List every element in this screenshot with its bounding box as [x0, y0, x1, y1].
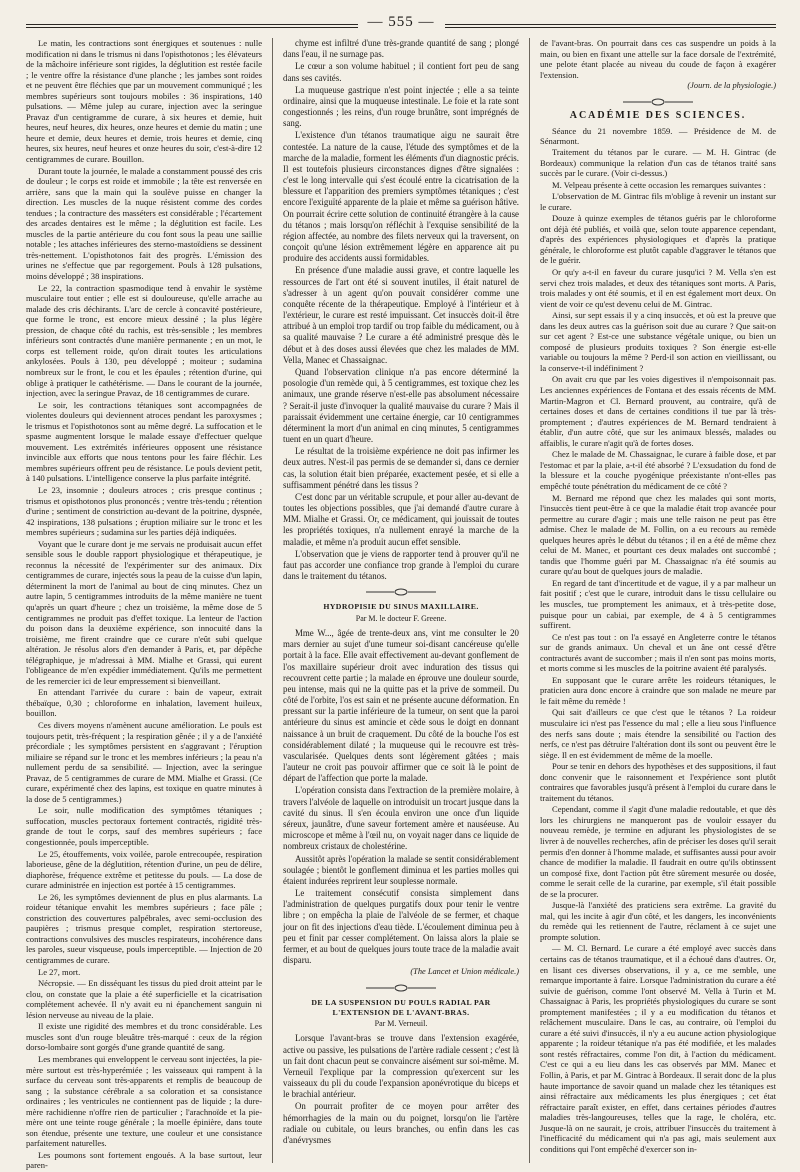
paragraph: Traitement du tétanos par le curare. — M. H. Gintrac (de Bordeaux) communique la relation d'un cas de tétanos traité sans succès par le curare. (Voir ci-dessus.) — [540, 147, 776, 179]
paragraph: Le cœur a son volume habituel ; il contient fort peu de sang dans ses cavités. — [283, 61, 519, 83]
paragraph: Le traitement consécutif consista simplement dans l'administration de quelques purgatifs doux pour tenir le ventre libre ; on empêcha la plaie de l'alvéole de se fermer, et chaque jour on fit des injections d'eau tiède. L'écoulement diminua peu à peu et finit par cesser complétement. On laissa alors la plaie se fermer, et au bout de quelques jours toute trace de la maladie avait disparu. — [283, 888, 519, 966]
column-middle — [283, 38, 519, 1163]
section-body — [540, 147, 776, 1154]
section-ornament — [283, 588, 519, 596]
paragraph: On pourrait profiter de ce moyen pour arrêter des hémorrhagies de la main ou du poignet, lorsqu'on lie l'artère radiale ou cubitale, ou leurs branches, ou enfin dans les cas d'anévrysmes — [283, 1101, 519, 1145]
paragraph: M. Velpeau présente à cette occasion les remarques suivantes : — [552, 179, 766, 190]
session-line: Séance du 21 novembre 1859. — Présidence de M. de Sénarmont. — [540, 125, 776, 147]
article-body — [283, 1033, 519, 1146]
paragraph: Le soir, les contractions tétaniques sont accompagnées de violentes douleurs qui deviennent atroces pendant les paroxysmes ; le trismus et l'opisthotonos sont au même degré. La suffocation et le spasme augmentent lorsque le malade essaye d'effectuer quelque mouvement. Les extrémités inférieures opposent une résistance invincible aux efforts que nous tentons pour les faire fléchir. Les membres supérieurs offrent peu de résistance. Le pouls devient petit, à 140 pulsations. L'intelligence conserve la plus parfaite intégrité. — [26, 399, 262, 484]
paragraph: L'existence d'un tétanos traumatique aigu ne saurait être contestée. La nature de la cause, l'étude des symptômes et de la marche de la maladie, forment les éléments d'un diagnostic précis. Il est toutefois plusieurs circonstances dignes d'être signalées : c'est le long intervalle qui s'est écoulé entre la cicatrisation de la blessure et l'apparition des premiers symptômes tétaniques ; c'est encore l'exiguïté apparente de la plaie et même sa guérison hâtive. On pourrait écrire cette solution de continuité étrangère à la cause du tétanos ; mais lorsqu'on réfléchit à l'exquise sensibilité de la région affectée, au nombre des filets nerveux qui la traversent, on conçoit qu'une lésion extrêmement légère en apparence ait pu produire des accidents aussi formidables. — [283, 130, 519, 264]
paragraph: Qui sait d'ailleurs ce que c'est que le tétanos ? La roideur musculaire ici n'est pas l'essence du mal ; elle a lieu sous l'influence des nerfs sans doute ; mais étendre la sensibilité ou l'action des nerfs, ce n'est pas détruire l'altération dont ils sont ou peuvent être le siège. Il en est évidemment de même de la moelle. — [540, 707, 776, 760]
page-header — [26, 10, 776, 38]
paragraph: Durant toute la journée, le malade a constamment poussé des cris de douleur ; le corps est roide et immobile ; la tête est renversée en arrière, sans que la main qui la soulève puisse en changer la direction. Les muscles de la nuque résistent comme des cordes tendues ; la contracture des masséters est considérable ; l'écartement des arcades dentaires est le même ; la déglutition est facile. Les muscles de la partie antérieure du cou font sous la peau une saillie notable ; les attaches inférieures des sterno-mastoïdiens se dessinent très-nettement. L'opisthotonos fait des progrès. L'émission des urines ne s'effectue que par regorgement. Pouls à 128 pulsations, moins développé ; 38 inspirations. — [26, 165, 262, 282]
paragraph: Le 25, étouffements, voix voilée, parole entrecoupée, respiration laborieuse, gêne de la déglutition, rétention d'urine, un peu de délire, diaphorèse, fréquence extrême et petitesse du pouls. — La dose de curare administrée en injection est portée à 15 centigrammes. — [26, 848, 262, 891]
article-title: HYDROPISIE DU SINUS MAXILLAIRE. — [323, 602, 479, 612]
paragraph: En regard de tant d'incertitude et de vague, il y a par malheur un fait positif ; c'est que le curare, introduit dans le tissu cellulaire ou les muscles, tue promptement les animaux, et à très-petite dose, puisque pour un cabiai, par exemple, de 4 à 5 centigrammes suffirent. — [540, 577, 776, 631]
paragraph: On avait cru que par les voies digestives il n'empoisonnait pas. Les anciennes expériences de Fontana et des essais récents de MM. Martin-Magron et Cl. Bernard prouvent, au contraire, qu'à de certaines doses et dans de certaines conditions il tue par là très-promptement ; d'autres expériences de M. Bernard tendraient à établir, d'un autre côté, que sur les animaux blessés, malades ou affaiblis, le curare n'agit qu'à de fortes doses. — [540, 374, 776, 448]
paragraph: Ainsi, sur sept essais il y a cinq insuccès, et où est la preuve que dans les deux autres cas la guérison soit due au curare ? Que sait-on sur cet agent ? Est-ce une substance végétale unique, ou bien un composé de plusieurs produits toxiques ? Son énergie est-elle variable ou toujours la même ? Perd-il son action en vieillissant, ou la conserve-t-il indéfiniment ? — [540, 310, 776, 373]
paragraph: Les membranes qui enveloppent le cerveau sont injectées, la pie-mère surtout est très-hyperémiée ; les vaisseaux qui rampent à la surface du cerveau sont très-apparents et remplis de beaucoup de sang ; la substance cérébrale a sa coloration et sa consistance ordinaires ; les ventricules ne contiennent pas de liquide ; la dure-mère rachidienne n'offre rien de particulier ; l'arachnoïde et la pie-mère ont une teinte rouge générale ; la moelle épinière, dans toute son étendue, présente une texture, une couleur et une consistance parfaitement naturelles. — [26, 1053, 262, 1149]
paragraph: — M. Cl. Bernard. Le curare a été employé avec succès dans certains cas de tétanos traumatique, et il a échoué dans d'autres. Or, en lisant ces diverses observations, il y a, ce me semble, une remarque importante à faire. Lorsque l'administration du curare a été suivie de guérison, comme l'ont observé M. Vella à Turin et M. Chassaignac à Paris, les propriétés physiologiques du curare se sont promptement manifestées ; il y a eu modification du tétanos et relâchement musculaire. Dans le cas, au contraire, où l'emploi du curare a été suivi d'insuccès, il n'y a eu aucune action physiologique apparente ; la roideur tétanique n'a pas été modifiée, et les malades sont restés réfractaires, comme l'on dit, à l'action du médicament. C'est ce qui a eu lieu dans les cas observés par MM. Manec et Follin, à Paris, et par M. Gintrac à Bordeaux. Il serait donc de la plus haute importance de savoir quand un malade chez les tétaniques est ainsi réfractaire aux médicaments les plus énergiques ; cet état réfractaire paraît exister, en effet, dans certaines périodes d'autres maladies très-langoureuses, telles que la rage, le choléra, etc. Jusque-là on ne saurait, je crois, attribuer l'insuccès du traitement à l'inefficacité du médicament qui n'a pas agi, mais seulement aux conditions qui l'ont empêché d'exercer son in- — [540, 943, 776, 1154]
paragraph: Or qu'y a-t-il en faveur du curare jusqu'ici ? M. Vella s'en est servi chez trois malades, et deux des tétaniques sont morts. A Paris, trois malades y ont été soumis, et il en est également mort deux. On vient de voir ce qu'est devenu celui de M. Gintrac. — [540, 267, 776, 309]
article-source: (The Lancet et Union médicale.) — [410, 967, 519, 977]
column-divider — [272, 38, 273, 1163]
paragraph: La muqueuse gastrique n'est point injectée ; elle a sa teinte ordinaire, ainsi que la muqueuse intestinale. Le foie et la rate sont congestionnés ; les reins, d'un rouge brunâtre, sont imprégnés de sang. — [283, 84, 519, 129]
paragraph: En présence d'une maladie aussi grave, et contre laquelle les ressources de l'art ont été si souvent inutiles, il était naturel de s'adresser à un agent qu'on pouvait considérer comme une conquête récente de la thérapeutique. Employé à l'intérieur et à l'extérieur, le curare est resté impuissant. Cet insuccès doit-il être attribué à un emploi trop tardif ou trop faible du médicament, ou à sa qualité mauvaise ? Le curare a été administré presque dès le début et à des doses aussi élevées que chez les malades de MM. Vella, Manec et Chassaignac. — [283, 265, 519, 365]
paragraph: Mme W..., âgée de trente-deux ans, vint me consulter le 20 mars dernier au sujet d'une tumeur soi-disant cancéreuse qu'elle portait à la face. Elle avait effectivement au-devant gonflement de l'os maxillaire supérieur droit avec induration des tissus qui recouvrent cette partie ; la malade en éprouve une douleur sourde, peu intense, mais qui ne la quitte pas et la prive de sommeil. Du côté de l'orbite, l'os est sain et ne présente aucune déformation. En pressant sur la partie inférieure de la tumeur, on sent que la paroi antérieure du sinus est amincie et cède sous le doigt en donnant naissance à un bruit de craquement. Du côté de la bouche l'os est considérablement dilaté ; la muqueuse qui le recouvre est très-vascularisée. Quelques dents sont légèrement gâtées ; mais l'auteur ne croit pas pouvoir affirmer que ce soit là le point de départ de l'affection que porte la malade. — [283, 628, 519, 784]
paragraph: Jusque-là l'anxiété des praticiens sera extrême. La gravité du mal, qui les incite à agir d'un côté, et les dangers, les inconvénients du remède qui les retiennent de l'autre, réclament à ce sujet une prompte solution. — [540, 900, 776, 942]
article-source: (Journ. de la physiologie.) — [687, 81, 776, 91]
paragraph: Douze à quinze exemples de tétanos guéris par le chloroforme ont déjà été publiés, et voilà que, selon toute apparence cependant, d'après des expériences physiologiques et d'après la pratique générale, le chloroforme est plutôt capable d'aggraver le tétanos que de le guérir. — [540, 213, 776, 266]
paragraph: Lorsque l'avant-bras se trouve dans l'extension exagérée, active ou passive, les pulsations de l'artère radiale cessent ; c'est là un fait dont chacun peut se convaincre aisément sur soi-même. M. Verneuil l'explique par la compression qu'exercent sur les vaisseaux du pli du coude l'expansion aponévrotique du biceps et le brachial antérieur. — [283, 1033, 519, 1100]
paragraph: Aussitôt après l'opération la malade se sentit considérablement soulagée ; bientôt le gonflement diminua et les parties molles qui étaient indurées reprirent leur souplesse normale. — [283, 853, 519, 886]
paragraph: Nécropsie. — En disséquant les tissus du pied droit atteint par le clou, on constate que la plaie a été superficielle et la cicatrisation complétement achevée. Il n'y avait eu ni épanchement sanguin ni lésion nerveuse au niveau de la plaie. — [26, 978, 262, 1020]
section-ornament — [540, 98, 776, 106]
paragraph: Le matin, les contractions sont énergiques et soutenues : nulle modification ni dans le trismus ni dans l'opisthotonos ; les élévateurs de la mâchoire inférieure sont rigides, la déglutition est restée facile ; le ventre offre la résistance d'une planche ; les jambes sont roides et ne peuvent être fléchies que par un mouvement communiqué ; les membres supérieurs sont toujours mobiles : 36 inspirations, 140 pulsations. — Même julep au curare, injection avec la seringue Pravaz d'un centigramme de curare, à six heures et demie, huit heures, neuf heures, dix heures, onze heures et demie du matin ; une heure et demie, deux heures et demie, trois heures et demie, cinq heures, six heures, neuf heures et onze heures du soir, c'est-à-dire 12 centigrammes de curare. Bouillon. — [26, 38, 262, 165]
paragraph: chyme est infiltré d'une très-grande quantité de sang ; plongé dans l'eau, il ne surnage pas. — [283, 38, 519, 60]
section-heading: ACADÉMIE DES SCIENCES. — [569, 109, 747, 121]
column-left — [26, 38, 262, 1171]
paragraph: M. Bernard me répond que chez les malades qui sont morts, l'insuccès tient peut-être à ce que la maladie était trop avancée pour permettre au curare d'agir ; mais une telle raison ne peut pas être admise. Chez le malade de M. Follin, on a eu recours au remède quelques heures après le début du tétanos ; il en a été de même chez celui de M. Manec, et pourtant ces deux malades ont succombé ; tandis que l'homme guéri par M. Chassaignac n'a été soumis au curare qu'au bout de quelques jours de maladie. — [540, 492, 776, 577]
page-number: — 555 — — [358, 14, 445, 30]
paragraph: C'est donc par un véritable scrupule, et pour aller au-devant de toutes les objections possibles, que j'ai demandé d'autre curare à MM. Mialhe et Grassi. Or, ce médicament, qui jouissait de toutes les propriétés toxiques, n'a nullement enrayé la marche de la maladie, et même n'a produit aucun effet sensible. — [283, 491, 519, 547]
paragraph: L'observation que je viens de rapporter tend à prouver qu'il ne faut pas accorder une confiance trop grande à l'emploi du curare dans le traitement du tétanos. — [283, 548, 519, 582]
paragraph: Le résultat de la troisième expérience ne doit pas infirmer les deux autres. N'est-il pas permis de se demander si, dans ce dernier cas, la solution était bien préparée, exactement pesée, et si elle a suffisamment pénétré dans les tissus ? — [283, 446, 519, 490]
paragraph: Cependant, comme il s'agit d'une maladie redoutable, et que dès lors les chirurgiens ne manqueront pas de vouloir essayer du nouveau remède, je termine en adjurant les physiologistes de se livrer à de nouvelles recherches, afin de préciser les doses qu'il serait permis d'en donner à l'homme malade, et suffisantes aussi pour avoir chance de modifier la maladie. Il faudrait en outre qu'ils obtinssent un composé fixe, dont l'action pût être sûrement mesurée ou dosée, comme le serait celle de la curarine, par exemple, s'il était possible de se la procurer. — [540, 804, 776, 899]
article-title: DE LA SUSPENSION DU POULS RADIAL PAR L'EXTENSION DE L'AVANT-BRAS. — [311, 997, 491, 1017]
article-byline: Par M. Verneuil. — [374, 1019, 428, 1029]
paragraph: Pour se tenir en dehors des hypothèses et des suppositions, il faut donc convenir que le raisonnement et l'expérience sont plutôt contraires que favorables jusqu'à présent à l'emploi du curare dans le traitement du tétanos. — [540, 761, 776, 803]
article-byline: Par M. le docteur F. Greene. — [355, 614, 447, 624]
column-divider — [529, 38, 530, 1163]
article-body — [283, 628, 519, 966]
section-ornament — [283, 984, 519, 992]
paragraph: Le 22, la contraction spasmodique tend à envahir le système musculaire tout entier ; elle est si douloureuse, qu'elle arrache au malade des cris déchirants. L'arc de cercle à concavité postérieure, que forme le tronc, est encore mieux dessiné ; la plus légère pression, de chaque côté du rachis, est très-sensible ; les membres inférieurs sont contractés d'une manière permanente ; en un mot, le corps est tellement roide, qu'on dirait toutes les articulations ankylosées. Pouls à 130, peu développé ; moiteur ; sudamina nombreux sur le front, le cou et les épaules ; rétention d'urine, qui oblige à pratiquer le cathétérisme. — Dans le courant de la journée, injection, avec la seringue Pravaz, de 18 centigrammes de curare. — [26, 282, 262, 399]
paragraph: Quand l'observation clinique n'a pas encore déterminé la posologie d'un remède qui, à 5 centigrammes, est toxique chez les animaux, une grande réserve n'est-elle pas absolument nécessaire ? Serait-il juste d'invoquer la qualité mauvaise du curare ? Mais il paraissait évidemment une certaine énergie, car 10 centigrammes déterminent la mort d'un animal en cinq minutes, 5 centigrammes tuent en un quart d'heure. — [283, 366, 519, 445]
ornament-rule-icon — [623, 98, 693, 106]
paragraph: Le 27, mort. — [38, 966, 81, 977]
paragraph: L'observation de M. Gintrac fils m'oblige à revenir un instant sur le curare. — [540, 191, 776, 212]
paragraph: Voyant que le curare dont je me servais ne produisait aucun effet sensible sous le double rapport physiologique et thérapeutique, je reconnus la nécessité de l'expérimenter sur des animaux. Dix centigrammes de curare, injectés sous la peau de la cuisse d'un lapin, déterminent la mort de l'animal au bout de cinq minutes. Chez un autre lapin, 5 centigrammes introduits de la même manière ne tuent qu'après un quart d'heure ; chez un troisième, la même dose de 5 centigrammes ne produit pas d'effet toxique. La lenteur de l'action du poison dans la deuxième expérience, son innocuité dans la troisième, me firent craindre que ce curare n'eût subi quelque altération. Je résolus alors d'en demander à Paris, et, par dépêche télégraphique, je m'adressai à MM. Mialhe et Grassi, qui eurent l'obligeance de m'en expédier immédiatement. Qu'ils me permettent de les remercier ici de leur empressement si bienveillant. — [26, 538, 262, 686]
paragraph: Chez le malade de M. Chassaignac, le curare à faible dose, et par l'estomac et par la plaie, a-t-il été absorbé ? L'exsudation du fond de la blessure et la couche pyogénique préexistante n'ont-elles pas empêché toute pénétration du médicament de ce côté ? — [540, 449, 776, 491]
columns — [26, 38, 776, 1171]
paragraph: Il existe une rigidité des membres et du tronc considérable. Les muscles sont d'un rouge bleuâtre très-marqué : ceux de la région dorso-lombaire sont gorgés d'une grande quantité de sang. — [26, 1021, 262, 1053]
ornament-rule-icon — [366, 984, 436, 992]
paragraph: Le 23, insomnie ; douleurs atroces ; cris presque continus ; trismus et opisthotonos plus prononcés ; ventre très-tendu ; rétention d'urine ; sentiment de constriction au-devant de la poitrine, dyspnée, 42 inspirations, 138 pulsations ; éruption miliaire sur le tronc et les membres supérieurs ; sudamina sur les parties déjà indiquées. — [26, 484, 262, 538]
paragraph: Ce n'est pas tout : on l'a essayé en Angleterre contre le tétanos sur de grands animaux. Un cheval et un âne ont cessé d'être contracturés avant de succomber ; mais il n'en sont pas moins morts, et morts comme si les muscles de la poitrine avaient été paralysés. — [540, 631, 776, 674]
paragraph: En attendant l'arrivée du curare : bain de vapeur, extrait thébaïque, 0,30 ; chloroforme en inhalation, lavement huileux, bouillon. — [26, 687, 262, 719]
paragraph: Les poumons sont fortement engoués. A la base surtout, leur paren- — [26, 1149, 262, 1171]
column-middle-intro — [283, 38, 519, 582]
paragraph: de l'avant-bras. On pourrait dans ces cas suspendre un poids à la main, ou bien en fixant une attelle sur la face dorsale de l'extrémité, une pelote étant placée au niveau du coude de façon à exagérer l'extension. — [540, 38, 776, 80]
paragraph: L'opération consista dans l'extraction de la première molaire, à travers l'alvéole de laquelle on introduisit un trocart jusque dans la cavité du sinus. Il s'en écoula environ une once d'un liquide séreux, jaunâtre, d'une saveur fortement amère et nauséeuse. Au microscope et même à l'œil nu, on voyait nager dans ce liquide de nombreux cristaux de cholestérine. — [283, 785, 519, 852]
paragraph: Le 26, les symptômes deviennent de plus en plus alarmants. La roideur tétanique envahit les membres supérieurs ; face pâle ; constriction des couvertures palpébrales, avec semi-occlusion des paupières ; trismus presque complet, respiration stertoreuse, contractions convulsives des muscles respirateurs, incohérence dans les paroles, sueur visqueuse, pouls imperceptible. — Injection de 20 centigrammes de curare. — [26, 891, 262, 966]
paragraph: Le soir, nulle modification des symptômes tétaniques ; suffocation, muscles pectoraux fortement contractés, rigidité très-grande de tout le corps, sauf des membres supérieurs ; face congestionnée, pouls imperceptible. — [26, 805, 262, 848]
column-right — [540, 38, 776, 1163]
paragraph: En supposant que le curare arrête les roideurs tétaniques, le praticien aura donc encore à craindre que son malade ne meure par le fait même du remède ! — [540, 674, 776, 706]
paragraph: Ces divers moyens n'amènent aucune amélioration. Le pouls est toujours petit, très-fréquent ; la respiration gênée ; il y a de l'anxiété précordiale ; les symptômes persistent en s'aggravant ; l'éruption miliaire se répand sur le tronc et les membres inférieurs ; la peau n'a nullement perdu de sa sensibilité. — Injection, avec la seringue Pravaz, de 5 centigrammes de curare de MM. Mialhe et Grassi. (Ce curare, expérimenté chez des lapins, est toxique en quatre minutes à la dose de 5 centigrammes.) — [26, 720, 262, 804]
ornament-rule-icon — [366, 588, 436, 596]
